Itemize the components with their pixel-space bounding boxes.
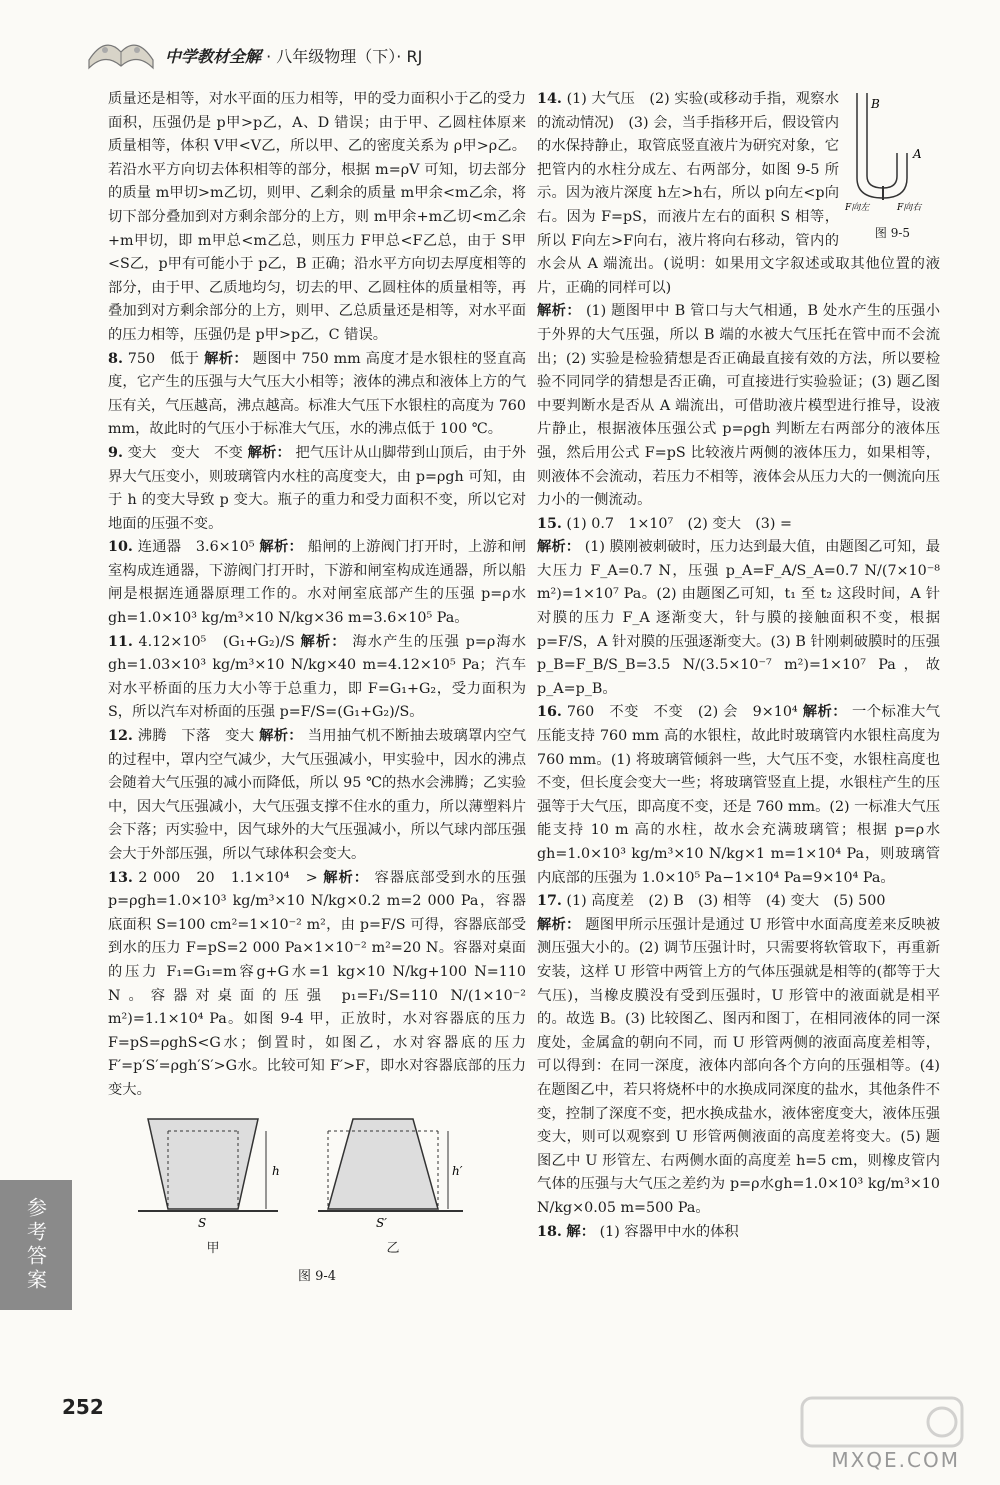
analysis-text: 海水产生的压强 p=ρ海水gh=1.03×10³ kg/m³×10 N/kg×40 m=4.12×10⁵ Pa；汽车对水平桥面的压力大小等于总重力，即 F=G₁+G₂，受力面积为 S，所以汽车对桥面的压强 p=F/S=(G₁+G₂)/S。	[108, 633, 527, 721]
analysis-17	[537, 914, 940, 1221]
answer-value: 沸腾 下落 变大	[137, 728, 255, 745]
analysis-label: 解析：	[247, 444, 291, 461]
answer-17	[537, 890, 940, 914]
answer-15	[537, 513, 940, 537]
answer-16	[537, 701, 940, 890]
question-number: 16.	[537, 704, 562, 721]
solution-label: 解：	[566, 1223, 596, 1240]
header-brand: 中学教材全解	[165, 47, 262, 66]
point-b-label: B	[871, 97, 880, 111]
analysis-label: 解析：	[537, 539, 581, 556]
side-tab-label: 参考答案	[23, 1197, 48, 1293]
header-title	[165, 44, 422, 67]
right-column	[537, 88, 940, 1244]
question-number: 15.	[537, 515, 562, 532]
answer-value: 2 000 20 1.1×10⁴ >	[138, 869, 318, 886]
force-left-label: F向左	[845, 203, 870, 213]
analysis-label: 解析：	[537, 916, 581, 933]
analysis-text: 把气压计从山脚带到山顶后，由于外界大气压变小，则玻璃管内水柱的高度变大，由 p=ρgh 可知，由于 h 的变大导致 p 变大。瓶子的重力和受力面积不变，所以它对地面的压强不变。	[108, 444, 527, 532]
answer-18	[537, 1221, 940, 1245]
header-subject: 八年级物理（下）· RJ	[276, 47, 423, 66]
answer-9	[108, 442, 526, 536]
answer-10	[108, 536, 526, 630]
answer-value: 4.12×10⁵ (G₁+G₂)/S	[138, 633, 295, 650]
analysis-text: 题图甲所示压强计是通过 U 形管中水面高度差来反映被测压强大小的。(2) 调节压强计时，只需要将软管取下，再重新安装，这样 U 形管中两管上方的气体压强就是相等的(都等于大气压)，当橡皮膜没有受到压强时，U 形管中的液面就是相平的。故选 B。(3) 比较图乙、图丙和图丁，在相同液体的同一深度处，金属盒的朝向不同，而 U 形管两侧的液面高度差相等，可以得到：在同一深度，液体内部向各个方向的压强相等。(4) 在题图乙中，若只将烧杯中的水换成同深度的盐水，其他条件不变，控制了深度不变，把水换成盐水，液体密度变大，液体压强变大，则可以观察到 U 形管两侧液面的高度差将变大。(5) 题图乙中 U 形管左、右两侧水面的高度差 h=5 cm，则橡皮管内气体的压强与大气压之差约为 p=ρ水gh=1.0×10³ kg/m³×10 N/kg×0.05 m=500 Pa。	[537, 916, 941, 1216]
analysis-text: 当用抽气机不断抽去玻璃罩内空气的过程中，罩内空气减少，大气压强减小，甲实验中，因水的沸点会随着大气压强的减小而降低，所以 95 ℃的热水会沸腾；乙实验中，因大气压强减小，大气压强支撑不住水的重力，所以薄塑料片会下落；丙实验中，因气球外的大气压强减小，所以气球内部压强会大于外部压强，所以气球体积会变大。	[108, 728, 527, 862]
analysis-text: 题图中 750 mm 高度才是水银柱的竖直高度，它产生的压强与大气压大小相等；液体的沸点和液体上方的气压有关，气压越高，沸点越高。标准大气压下水银柱的高度为 760 mm，故此时的气压小于标准大气压，水的沸点低于 100 ℃。	[108, 350, 526, 438]
answer-value: (1) 高度差 (2) B (3) 相等 (4) 变大 (5) 500	[566, 893, 886, 910]
answer-value: (1) 大气压 (2) 实验(或移动手指，观察水的流动情况) (3) 会，当手指移开后，假设管内的水保持静止，取管底竖直液片为研究对象，它把管内的水柱分成左、右两部分，如图 9-5 所示。因为液片深度 h左>h右，所以 p向左<p向右。因为 F=pS，而液片左右的面积 S 相等，所以 F向左>F向右，液片将向右移动，管内的水会从 A 端流出。(说明：如果用文字叙述或取其他位置的液片，正确的同样可以)	[537, 91, 940, 296]
question-number: 9.	[108, 444, 123, 461]
area-label: S′	[376, 1215, 387, 1229]
figure-9-4	[138, 1111, 526, 1261]
figure-caption: 图 9-4	[297, 1268, 337, 1284]
point-a-label: A	[913, 147, 922, 161]
page-header	[0, 0, 1000, 85]
answer-value: 连通器 3.6×10⁵	[137, 539, 255, 556]
answer-13	[108, 867, 526, 1103]
figure-9-4-a	[138, 1111, 288, 1261]
question-number: 14.	[537, 91, 562, 107]
analysis-label: 解析：	[323, 869, 369, 886]
reference-answers-tab	[0, 1180, 72, 1310]
book-logo-icon	[85, 30, 157, 76]
height-label: h′	[452, 1163, 463, 1178]
area-label: S	[198, 1215, 207, 1229]
analysis-14	[537, 300, 940, 512]
solution-text: (1) 容器甲中水的体积	[599, 1223, 739, 1240]
question-number: 17.	[537, 893, 562, 910]
watermark-text: MXQE.COM	[831, 1448, 960, 1472]
question-number: 18.	[537, 1223, 562, 1240]
figure-label-a: 甲	[206, 1241, 220, 1257]
analysis-15	[537, 536, 940, 701]
u-tube-diagram	[845, 88, 940, 213]
answer-12	[108, 725, 526, 867]
question-number: 13.	[108, 869, 133, 886]
q7-continuation: 质量还是相等，对水平面的压力相等，甲的受力面积小于乙的受力面积，压强仍是 p甲>p乙，A、D 错误；由于甲、乙圆柱体原来质量相等，体积 V甲<V乙，所以甲、乙的密度关系为 ρ甲>ρ乙。若沿水平方向切去体积相等的部分，根据 m=ρV 可知，切去部分的质量 m甲切>m乙切，则甲、乙剩余的质量 m甲余<m乙余，将切下部分叠加到对方剩余部分的上方，则 m甲余+m乙切<m乙余+m甲切，即 m甲总<m乙总，则压力 F甲总<F乙总，由于 S甲<S乙，p甲有可能小于 p乙，B 正确；沿水平方向切去厚度相等的部分，由于甲、乙质地均匀，切去的甲、乙圆柱体的质量相等，再叠加到对方剩余部分的上方，则甲、乙总质量还是相等，对水平面的压力相等，压强仍是 p甲>p乙，C 错误。	[108, 91, 526, 343]
answer-8	[108, 348, 526, 442]
height-label: h	[272, 1163, 280, 1178]
analysis-text: (1) 膜刚被刺破时，压力达到最大值，由题图乙可知，最大压力 F_A=0.7 N，压强 p_A=F_A/S_A=0.7 N/(7×10⁻⁸ m²)=1×10⁷ Pa。(2) 由题图乙可知，t₁ 至 t₂ 这段时间，A 针对膜的压力 F_A 逐渐变大，针与膜的接触面积不变，根据 p=F/S，A 针对膜的压强逐渐变大。(3) B 针刚刺破膜时的压强 p_B=F_B/S_B=3.5 N/(3.5×10⁻⁷ m²)=1×10⁷ Pa，故 p_A=p_B。	[537, 539, 941, 697]
question-number: 11.	[108, 633, 133, 650]
analysis-label: 解析：	[300, 633, 347, 650]
analysis-text: 船闸的上游阀门打开时，上游和闸室构成连通器，下游阀门打开时，下游和闸室构成连通器，所以船闸是根据连通器原理工作的。水对闸室底部产生的压强 p=ρ水gh=1.0×10³ kg/m³×10 N/kg×36 m=3.6×10⁵ Pa。	[108, 539, 527, 627]
figure-caption: 图 9-5	[874, 225, 911, 240]
answer-11	[108, 631, 526, 725]
analysis-text: 一个标准大气压能支持 760 mm 高的水银柱，故此时玻璃管内水银柱高度为 760 mm。(1) 将玻璃管倾斜一些，大气压不变，水银柱高度也不变，但长度会变大一些；将玻璃管竖直上提，水银柱产生的压强等于大气压，即高度不变，还是 760 mm。(2) 一标准大气压能支持 10 m 高的水柱，故水会充满玻璃管；根据 p=ρ水gh=1.0×10³ kg/m³×10 N/kg×1 m=1×10⁴ Pa，则玻璃管内底部的压强为 1.0×10⁵ Pa−1×10⁴ Pa=9×10⁴ Pa。	[537, 704, 941, 886]
header-dot: ·	[266, 47, 272, 66]
question-number: 8.	[108, 350, 123, 367]
analysis-label: 解析：	[259, 728, 303, 745]
question-number: 10.	[108, 539, 133, 556]
answer-value: 760 不变 不变 (2) 会 9×10⁴	[566, 704, 798, 721]
answer-value: 750 低于	[127, 350, 200, 367]
answer-value: (1) 0.7 1×10⁷ (2) 变大 (3) =	[566, 515, 793, 532]
inverted-container-diagram	[138, 1111, 288, 1229]
analysis-text: 容器底部受到水的压强 p=ρgh=1.0×10³ kg/m³×10 N/kg×0.2 m=2 000 Pa，容器底面积 S=100 cm²=1×10⁻² m²，由 p=F/S 可得，容器底部受到水的压力 F=pS=2 000 Pa×1×10⁻² m²=20 N。容器对桌面的压力 F₁=G₁=m容g+G水=1 kg×10 N/kg+100 N=110 N。容器对桌面的压强 p₁=F₁/S=110 N/(1×10⁻² m²)=1.1×10⁴ Pa。如图 9-4 甲，正放时，水对容器底的压力 F=pS=ρghS<G水；倒置时，如图乙，水对容器底的压力 F′=p′S′=ρgh′S′>G水。比较可知 F′>F，即水对容器底部的压力变大。	[108, 869, 527, 1098]
question-number: 12.	[108, 728, 133, 745]
answer-value: 变大 变大 不变	[127, 444, 243, 461]
figure-9-4-b	[318, 1111, 468, 1261]
analysis-label: 解析：	[537, 303, 582, 320]
analysis-label: 解析：	[802, 704, 847, 721]
analysis-label: 解析：	[259, 539, 304, 556]
analysis-label: 解析：	[204, 350, 248, 367]
upright-container-diagram	[318, 1111, 468, 1229]
analysis-text: (1) 题图甲中 B 管口与大气相通，B 处水产生的压强小于外界的大气压强，所以 B 端的水被大气压托在管中而不会流出；(2) 实验是检验猜想是否正确最直接有效的方法，所以要检验不同同学的猜想是否正确，可直接进行实验验证；(3) 题乙图中要判断水是否从 A 端流出，可借助液片模型进行推导，设液片静止，根据液体压强公式 p=ρgh 判断左右两部分的液体压强，然后用公式 F=pS 比较液片两侧的液体压力，如果相等，则液体不会流动，若压力不相等，液体会从压力大的一侧流向压力小的一侧流动。	[537, 303, 940, 509]
figure-9-5	[845, 88, 940, 245]
page-number: 252	[62, 1395, 104, 1419]
figure-label-b: 乙	[386, 1241, 400, 1257]
left-column	[108, 88, 526, 1288]
force-right-label: F向右	[897, 203, 922, 213]
